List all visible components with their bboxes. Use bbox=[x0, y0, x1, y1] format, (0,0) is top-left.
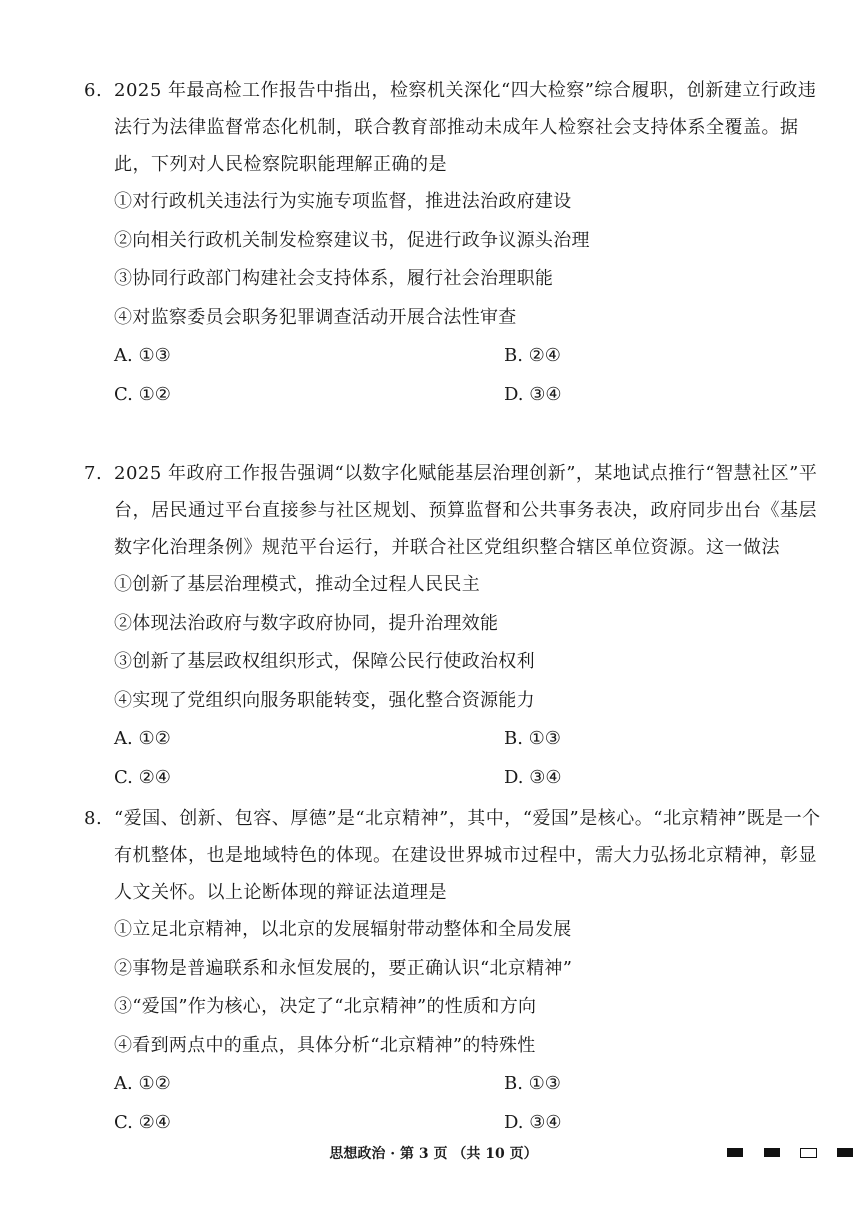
statement-1: ①对行政机关违法行为实施专项监督，推进法治政府建设 bbox=[114, 191, 572, 212]
statement-2: ②向相关行政机关制发检察建议书，促进行政争议源头治理 bbox=[114, 229, 590, 251]
question-number: 7. bbox=[84, 463, 103, 484]
option-a: A. ①② bbox=[114, 728, 171, 749]
statement-4: ④看到两点中的重点，具体分析“北京精神”的特殊性 bbox=[114, 1034, 536, 1056]
statement-3: ③创新了基层政权组织形式，保障公民行使政治权利 bbox=[114, 651, 535, 672]
option-b: B. ②④ bbox=[504, 345, 561, 366]
options-row bbox=[84, 376, 834, 415]
statement-4: ④对监察委员会职务犯罪调查活动开展合法性审查 bbox=[114, 306, 517, 328]
statement-1: ①创新了基层治理模式，推动全过程人民民主 bbox=[114, 574, 480, 595]
filled-square-mark-icon bbox=[727, 1148, 743, 1157]
question-8 bbox=[84, 800, 834, 1142]
question-text: “爱国、创新、包容、厚德”是“北京精神”，其中，“爱国”是核心。“北京精神”既是一个有机整体，也是地域特色的体现。在建设世界城市过程中，需大力弘扬北京精神，彰显人文关怀。以上论断体现的辩证法道理是 bbox=[114, 808, 821, 903]
statement-3: ③“爱国”作为核心，决定了“北京精神”的性质和方向 bbox=[114, 996, 537, 1017]
statement-2: ②事物是普遍联系和永恒发展的，要正确认识“北京精神” bbox=[114, 957, 573, 979]
statement-3: ③协同行政部门构建社会支持体系，履行社会治理职能 bbox=[114, 268, 554, 289]
hollow-square-mark-icon bbox=[800, 1148, 817, 1158]
question-stem bbox=[84, 72, 834, 183]
option-d: D. ③④ bbox=[504, 766, 562, 788]
question-text: 2025 年政府工作报告强调“以数字化赋能基层治理创新”，某地试点推行“智慧社区”平台，居民通过平台直接参与社区规划、预算监督和公共事务表决，政府同步出台《基层数字化治理条例》规范平台运行，并联合社区党组织整合辖区单位资源。这一做法 bbox=[114, 463, 818, 558]
options-row bbox=[84, 1065, 834, 1104]
question-stem bbox=[84, 455, 834, 566]
statement-2: ②体现法治政府与数字政府协同，提升治理效能 bbox=[114, 612, 499, 634]
filled-square-mark-icon bbox=[837, 1148, 853, 1157]
option-d: D. ③④ bbox=[504, 1111, 562, 1133]
option-c: C. ①② bbox=[114, 383, 171, 405]
statement-1: ①立足北京精神，以北京的发展辐射带动整体和全局发展 bbox=[114, 919, 572, 940]
option-a: A. ①③ bbox=[114, 345, 171, 366]
option-c: C. ②④ bbox=[114, 1111, 171, 1133]
page-footer: 思想政治 · 第 3 页 （共 10 页） bbox=[329, 1146, 538, 1162]
question-number: 8. bbox=[84, 808, 103, 829]
option-d: D. ③④ bbox=[504, 383, 562, 405]
question-7 bbox=[84, 455, 834, 797]
filled-square-mark-icon bbox=[764, 1148, 780, 1157]
options-row bbox=[84, 720, 834, 759]
options-row bbox=[84, 1104, 834, 1143]
option-a: A. ①② bbox=[114, 1073, 171, 1094]
option-b: B. ①③ bbox=[504, 728, 561, 749]
question-number: 6. bbox=[84, 80, 103, 101]
question-stem bbox=[84, 800, 834, 911]
option-c: C. ②④ bbox=[114, 766, 171, 788]
question-6 bbox=[84, 72, 834, 414]
statement-4: ④实现了党组织向服务职能转变，强化整合资源能力 bbox=[114, 689, 535, 711]
question-text: 2025 年最高检工作报告中指出，检察机关深化“四大检察”综合履职，创新建立行政违法行为法律监督常态化机制，联合教育部推动未成年人检察社会支持体系全覆盖。据此，下列对人民检察院职能理解正确的是 bbox=[114, 80, 817, 175]
options-row bbox=[84, 759, 834, 798]
option-b: B. ①③ bbox=[504, 1073, 561, 1094]
options-row bbox=[84, 337, 834, 376]
